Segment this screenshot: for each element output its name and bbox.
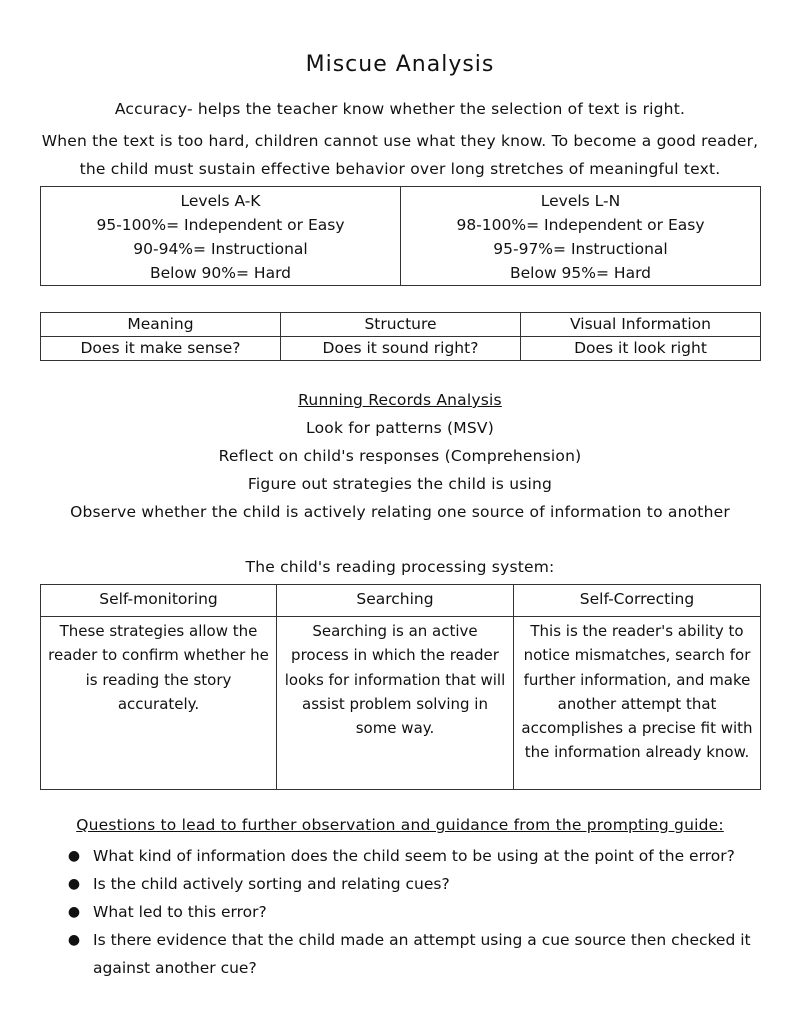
level-range: 98-100%= Independent or Easy <box>456 216 705 234</box>
processing-system-heading: The child's reading processing system: <box>245 558 555 576</box>
searching-description: Searching is an active process in which the reader looks for information that will assist problem solving in some way. <box>277 617 514 790</box>
levels-header: Levels L-N <box>540 192 621 210</box>
list-item <box>67 926 773 982</box>
bullet-icon: ● <box>67 876 81 892</box>
header-self-monitoring: Self-monitoring <box>41 585 277 617</box>
question-text: Is the child actively sorting and relating cues? <box>93 875 450 893</box>
hard-text-line-2: the child must sustain effective behavior over long stretches of meaningful text. <box>79 160 721 178</box>
self-monitoring-description: These strategies allow the reader to confirm whether he is reading the story accurately. <box>41 617 277 790</box>
msv-table <box>40 312 761 361</box>
level-range: Below 90%= Hard <box>149 264 292 282</box>
list-item <box>67 870 773 898</box>
msv-question-meaning: Does it make sense? <box>41 337 281 361</box>
running-records-line: Look for patterns (MSV) <box>306 419 494 437</box>
bullet-icon: ● <box>67 904 81 920</box>
running-records-line: Figure out strategies the child is using <box>247 475 553 493</box>
question-text: Is there evidence that the child made an attempt using a cue source then checked it against another cue? <box>93 931 751 977</box>
header-self-correcting: Self-Correcting <box>514 585 761 617</box>
processing-table <box>40 584 761 790</box>
msv-header-meaning: Meaning <box>41 313 281 337</box>
questions-list <box>64 842 773 982</box>
levels-a-k-cell <box>41 187 401 286</box>
questions-heading: Questions to lead to further observation and guidance from the prompting guide: <box>76 816 724 834</box>
msv-header-visual: Visual Information <box>521 313 761 337</box>
accuracy-definition: Accuracy- helps the teacher know whether the selection of text is right. <box>114 100 686 118</box>
level-range: Below 95%= Hard <box>509 264 652 282</box>
level-range: 95-97%= Instructional <box>493 240 668 258</box>
levels-l-n-cell <box>401 187 761 286</box>
level-range: 95-100%= Independent or Easy <box>96 216 345 234</box>
running-records-line: Reflect on child's responses (Comprehension) <box>218 447 582 465</box>
page-title: Miscue Analysis <box>305 52 495 77</box>
bullet-icon: ● <box>67 848 81 864</box>
running-records-heading: Running Records Analysis <box>298 391 502 409</box>
self-correcting-description: This is the reader's ability to notice mismatches, search for further information, and make another attempt that accomplishes a precise fit with the information already know. <box>514 617 761 790</box>
msv-question-structure: Does it sound right? <box>281 337 521 361</box>
levels-table <box>40 186 761 286</box>
question-text: What kind of information does the child seem to be using at the point of the error? <box>93 847 735 865</box>
bullet-icon: ● <box>67 932 81 948</box>
header-searching: Searching <box>277 585 514 617</box>
levels-header: Levels A-K <box>180 192 261 210</box>
list-item <box>67 898 773 926</box>
msv-question-visual: Does it look right <box>521 337 761 361</box>
hard-text-line-1: When the text is too hard, children cannot use what they know. To become a good reader, <box>41 132 759 150</box>
question-text: What led to this error? <box>93 903 267 921</box>
list-item <box>67 842 773 870</box>
msv-header-structure: Structure <box>281 313 521 337</box>
running-records-line: Observe whether the child is actively relating one source of information to another <box>70 503 730 521</box>
level-range: 90-94%= Instructional <box>133 240 308 258</box>
